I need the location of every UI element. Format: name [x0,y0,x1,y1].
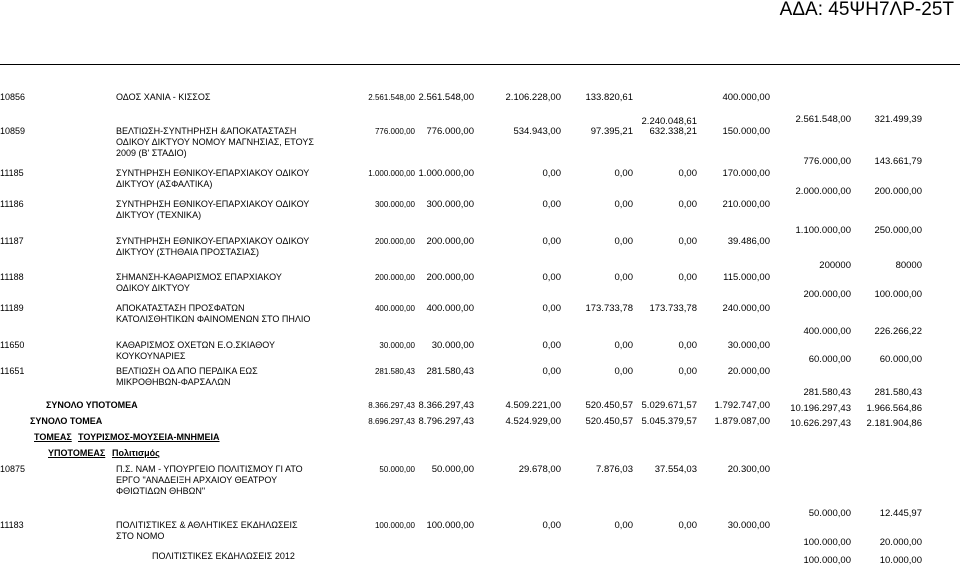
cell-col6: 30.000,00 [727,520,770,531]
row-description: ΠΟΛΙΤΙΣΤΙΚΕΣ & ΑΘΛΗΤΙΚΕΣ ΕΚΔΗΛΩΣΕΙΣ ΣΤΟ ΝΟΜΟ [116,520,298,541]
row-subtitle: ΠΟΛΙΤΙΣΤΙΚΕΣ ΕΚΔΗΛΩΣΕΙΣ 2012 [152,551,295,561]
cell-col2: 200.000,00 [426,272,474,283]
row-code: 11185 [0,168,24,178]
cell-col6: 115.000,00 [723,272,770,283]
cell-col4: 0,00 [614,366,633,377]
right-col1: 50.000,00 [808,508,851,519]
cell-col6: 20.000,00 [727,366,770,377]
row-code: 11183 [0,520,24,530]
cell-col1: 50.000,00 [379,465,415,474]
right-col1: 2.561.548,00 [795,114,851,125]
row-description: ΒΕΛΤΙΩΣΗ-ΣΥΝΤΗΡΗΣΗ &ΑΠΟΚΑΤΑΣΤΑΣΗ ΟΔΙΚΟΥ ΔΙΚΤΥΟΥ ΝΟΜΟΥ ΜΑΓΝΗΣΙΑΣ, ΕΤΟΥΣ 2009 (Β' ΣΤΑΔΙΟ) [116,126,314,158]
right-col1: 400.000,00 [803,326,851,337]
sum-col4: 520.450,57 [585,400,633,411]
sum-col5: 5.045.379,57 [641,416,697,427]
cell-col1: 400.000,00 [374,304,415,313]
right-col1: 60.000,00 [808,354,851,365]
cell-col6: 240.000,00 [722,303,770,314]
right-col2: 143.661,79 [874,156,922,167]
sum-col2: 8.796.297,43 [418,416,474,427]
cell-col4: 97.395,21 [590,126,633,137]
cell-col5: 0,00 [678,236,697,247]
cell-col2: 200.000,00 [426,236,474,247]
row-description: ΟΔΟΣ ΧΑΝΙΑ - ΚΙΣΣΟΣ [116,92,211,102]
cell-col6: 400.000,00 [722,92,770,103]
cell-col2: 776.000,00 [426,126,474,137]
ypotomeas-label: ΥΠΟΤΟΜΕΑΣ [48,448,106,458]
cell-col6: 210.000,00 [722,199,770,210]
cell-col3: 29.678,00 [518,464,561,475]
cell-col2: 1.000.000,00 [418,168,474,179]
sum-col5: 5.029.671,57 [641,400,697,411]
right-col1: 2.000.000,00 [795,186,851,197]
cell-col3: 0,00 [542,303,561,314]
right-col1: 776.000,00 [803,156,851,167]
cell-col1: 300.000,00 [374,200,415,209]
cell-col4: 0,00 [614,520,633,531]
right-col2: 281.580,43 [874,387,922,398]
cell-col2: 281.580,43 [426,366,474,377]
right-col2: 226.266,22 [874,326,922,337]
cell-col5: 0,00 [678,199,697,210]
row-code: 11186 [0,199,24,209]
cell-col1: 281.580,43 [374,367,415,376]
cell-col1: 30.000,00 [379,341,415,350]
right-col2: 250.000,00 [874,225,922,236]
sum-right1: 10.196.297,43 [790,403,851,414]
right-col2: 321.499,39 [874,114,922,125]
tomeas-value: ΤΟΥΡΙΣΜΟΣ-ΜΟΥΣΕΙΑ-ΜΝΗΜΕΙΑ [78,432,220,442]
sum-col3: 4.524.929,00 [505,416,561,427]
sum-col4: 520.450,57 [585,416,633,427]
right-col1: 200000 [819,260,851,271]
cell-col1: 200.000,00 [374,273,415,282]
row-code: 10859 [0,126,26,136]
row-code: 11651 [0,366,25,376]
right-col2: 200.000,00 [874,186,922,197]
cell-col1: 776.000,00 [374,127,415,136]
sum-col6: 1.879.087,00 [714,416,770,427]
cell-col4: 133.820,61 [585,92,633,103]
sum-col6: 1.792.747,00 [714,400,770,411]
cell-col3: 0,00 [542,168,561,179]
cell-col5: 632.338,21 [649,126,697,137]
cell-col4: 0,00 [614,199,633,210]
row-description: ΣΥΝΤΗΡΗΣΗ ΕΘΝΙΚΟΥ-ΕΠΑΡΧΙΑΚΟΥ ΟΔΙΚΟΥ ΔΙΚΤΥΟΥ (ΣΤΗΘΑΙΑ ΠΡΟΣΤΑΣΙΑΣ) [116,236,310,257]
ypotomeas-value: Πολιτισμός [112,448,160,458]
row-description: ΣΗΜΑΝΣΗ-ΚΑΘΑΡΙΣΜΟΣ ΕΠΑΡΧΙΑΚΟΥ ΟΔΙΚΟΥ ΔΙΚΤΥΟΥ [116,272,282,293]
cell-col3: 2.106.228,00 [505,92,561,103]
cell-col2: 30.000,00 [431,340,474,351]
ada-header: ΑΔΑ: 45ΨΗ7ΛΡ-25Τ [779,0,954,20]
row-description: ΣΥΝΤΗΡΗΣΗ ΕΘΝΙΚΟΥ-ΕΠΑΡΧΙΑΚΟΥ ΟΔΙΚΟΥ ΔΙΚΤΥΟΥ (ΑΣΦΑΛΤΙΚΑ) [116,168,310,189]
row-code: 10875 [0,464,26,474]
cell-col5: 0,00 [678,272,697,283]
cell-col3: 534.943,00 [513,126,561,137]
cell-col2: 400.000,00 [426,303,474,314]
row-code: 11188 [0,272,24,282]
cell-col3: 0,00 [542,520,561,531]
right-col1: 1.100.000,00 [795,225,851,236]
cell-col1: 2.561.548,00 [368,93,415,102]
tomeas-label: ΤΟΜΕΑΣ [34,432,72,442]
cell-col1: 200.000,00 [374,237,415,246]
cell-col4: 173.733,78 [585,303,633,314]
sum-right2: 2.181.904,86 [866,418,922,429]
cell-col5-top: 2.240.048,61 [641,116,697,127]
cell-col3: 0,00 [542,340,561,351]
sum-col1: 8.366.297,43 [368,401,415,410]
cell-col4: 7.876,03 [596,464,633,475]
row-code: 11189 [0,303,24,313]
cell-col3: 0,00 [542,199,561,210]
right-col2: 60.000,00 [879,354,922,365]
cell-col5: 37.554,03 [654,464,697,475]
right-col2: 10.000,00 [879,555,922,566]
cell-col5: 0,00 [678,340,697,351]
cell-col6: 20.300,00 [727,464,770,475]
right-col2: 12.445,97 [879,508,922,519]
row-code: 11650 [0,340,25,350]
cell-col2: 50.000,00 [431,464,474,475]
right-col2: 100.000,00 [874,289,922,300]
row-description: ΑΠΟΚΑΤΑΣΤΑΣΗ ΠΡΟΣΦΑΤΩΝ ΚΑΤΟΛΙΣΘΗΤΙΚΩΝ ΦΑΙΝΟΜΕΝΩΝ ΣΤΟ ΠΗΛΙΟ [116,303,311,324]
row-code: 10856 [0,92,26,102]
sum-right1: 10.626.297,43 [790,418,851,429]
sum-label: ΣΥΝΟΛΟ ΤΟΜΕΑ [30,416,103,426]
row-description: ΒΕΛΤΙΩΣΗ ΟΔ ΑΠΟ ΠΕΡΔΙΚΑ ΕΩΣ ΜΙΚΡΟΘΗΒΩΝ-ΦΑΡΣΑΛΩΝ [116,366,258,387]
cell-col3: 0,00 [542,236,561,247]
cell-col1: 100.000,00 [374,521,415,530]
header-rule [0,64,960,65]
cell-col2: 100.000,00 [426,520,474,531]
cell-col5: 0,00 [678,168,697,179]
right-col2: 20.000,00 [879,537,922,548]
row-description: ΣΥΝΤΗΡΗΣΗ ΕΘΝΙΚΟΥ-ΕΠΑΡΧΙΑΚΟΥ ΟΔΙΚΟΥ ΔΙΚΤΥΟΥ (ΤΕΧΝΙΚΑ) [116,199,310,220]
cell-col5: 173.733,78 [649,303,697,314]
cell-col6: 39.486,00 [727,236,770,247]
right-col1: 100.000,00 [803,537,851,548]
row-description: Π.Σ. ΝΑΜ - ΥΠΟΥΡΓΕΙΟ ΠΟΛΙΤΙΣΜΟΥ ΓΙ ΑΤΟ ΕΡΓΟ "ΑΝΑΔΕΙΞΗ ΑΡΧΑΙΟΥ ΘΕΑΤΡΟΥ ΦΘΙΩΤΙΔΩΝ ΘΗΒΩΝ" [116,464,303,496]
sum-col3: 4.509.221,00 [505,400,561,411]
cell-col2: 2.561.548,00 [418,92,474,103]
cell-col4: 0,00 [614,272,633,283]
sum-col2: 8.366.297,43 [418,400,474,411]
cell-col4: 0,00 [614,340,633,351]
cell-col5: 0,00 [678,520,697,531]
right-col1: 281.580,43 [803,387,851,398]
right-col2: 80000 [895,260,922,271]
right-col1: 100.000,00 [803,555,851,566]
sum-col1: 8.696.297,43 [368,417,415,426]
cell-col1: 1.000.000,00 [368,169,415,178]
cell-col3: 0,00 [542,366,561,377]
row-description: ΚΑΘΑΡΙΣΜΟΣ ΟΧΕΤΩΝ Ε.Ο.ΣΚΙΑΘΟΥ ΚΟΥΚΟΥΝΑΡΙΕΣ [116,340,275,361]
cell-col5: 0,00 [678,366,697,377]
row-code: 11187 [0,236,24,246]
cell-col6: 30.000,00 [727,340,770,351]
sum-right2: 1.966.564,86 [866,403,922,414]
right-col1: 200.000,00 [803,289,851,300]
cell-col2: 300.000,00 [426,199,474,210]
cell-col3: 0,00 [542,272,561,283]
cell-col4: 0,00 [614,168,633,179]
sum-label: ΣΥΝΟΛΟ ΥΠΟΤΟΜΕΑ [46,400,138,410]
cell-col4: 0,00 [614,236,633,247]
cell-col6: 170.000,00 [722,168,770,179]
cell-col6: 150.000,00 [722,126,770,137]
